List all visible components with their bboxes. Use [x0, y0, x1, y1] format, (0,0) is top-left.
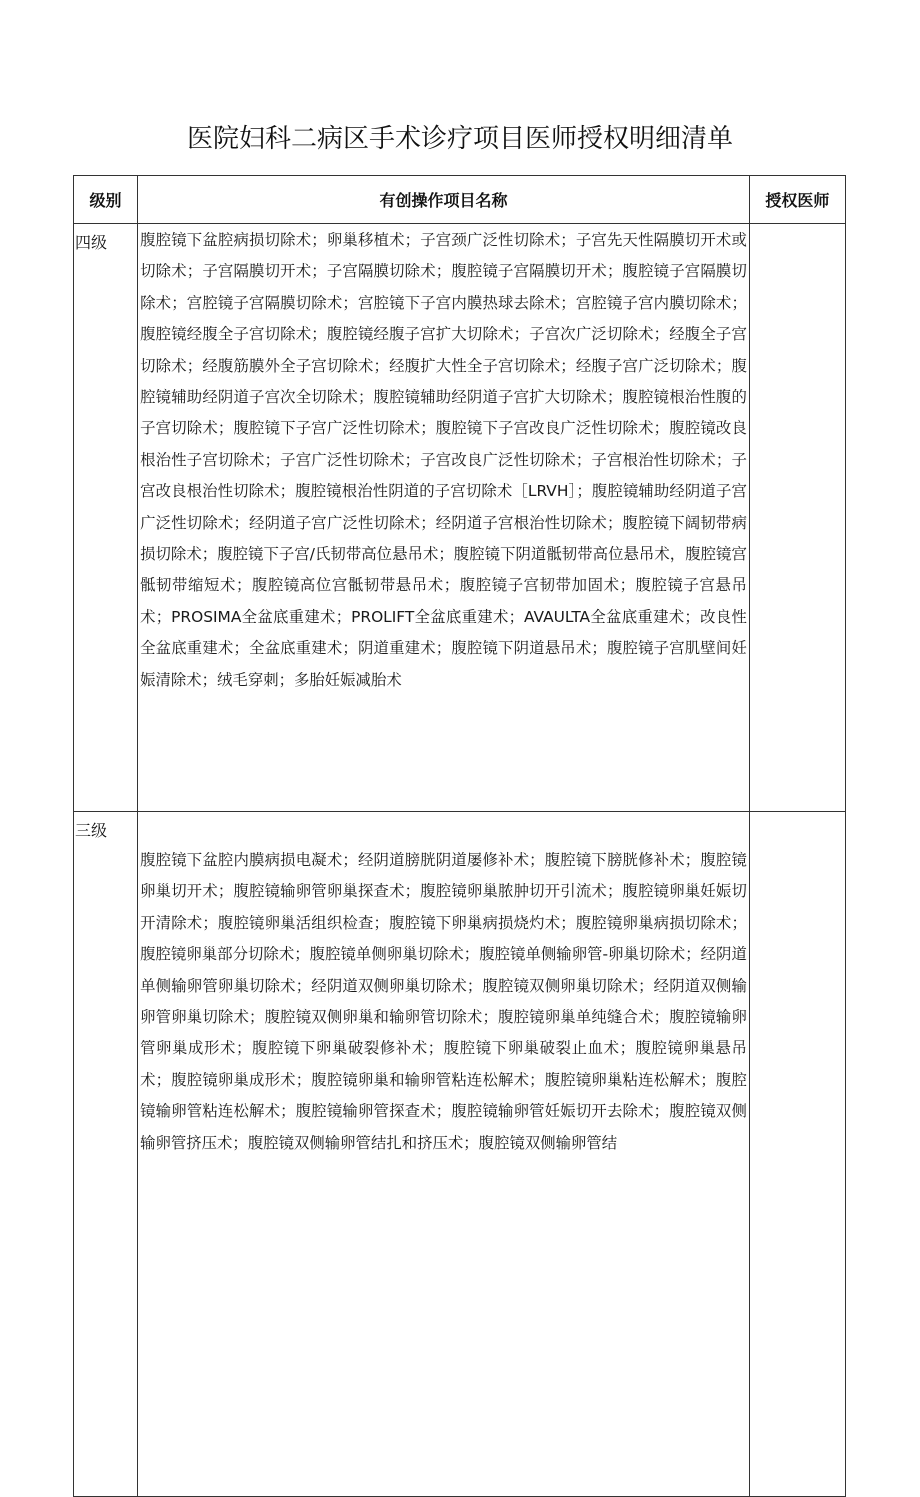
header-level: 级别	[74, 176, 138, 224]
procedure-list-text: 腹腔镜下盆腔病损切除术；卵巢移植术；子宫颈广泛性切除术；子宫先天性隔膜切开术或切除术；子宫隔膜切开术；子宫隔膜切除术；腹腔镜子宫隔膜切开术；腹腔镜子宫隔膜切除术；宫腔镜子宫隔膜切除术；宫腔镜下子宫内膜热球去除术；宫腔镜子宫内膜切除术；腹腔镜经腹全子宫切除术；腹腔镜经腹子宫扩大切除术；子宫次广泛切除术；经腹全子宫切除术；经腹筋膜外全子宫切除术；经腹扩大性全子宫切除术；经腹子宫广泛切除术；腹腔镜辅助经阴道子宫次全切除术；腹腔镜辅助经阴道子宫扩大切除术；腹腔镜根治性腹的子宫切除术；腹腔镜下子宫广泛性切除术；腹腔镜下子宫改良广泛性切除术；腹腔镜改良根治性子宫切除术；子宫广泛性切除术；子宫改良广泛性切除术；子宫根治性切除术；子宫改良根治性切除术；腹腔镜根治性阴道的子宫切除术［LRVH］；腹腔镜辅助经阴道子宫广泛性切除术；经阴道子宫广泛性切除术；经阴道子宫根治性切除术；腹腔镜下阔韧带病损切除术；腹腔镜下子宫/氏韧带高位悬吊术；腹腔镜下阴道骶韧带高位悬吊术，腹腔镜宫骶韧带缩短术；腹腔镜高位宫骶韧带悬吊术；腹腔镜子宫韧带加固术；腹腔镜子宫悬吊术；PROSIMA全盆底重建术；PROLIFT全盆底重建术；AVAULTA全盆底重建术；改良性全盆底重建术；全盆底重建术；阴道重建术；腹腔镜下阴道悬吊术；腹腔镜子宫肌壁间妊娠清除术；绒毛穿刺；多胎妊娠减胎术	[140, 231, 747, 689]
procedure-list-text: 腹腔镜下盆腔内膜病损电凝术；经阴道膀胱阴道屡修补术；腹腔镜下膀胱修补术；腹腔镜卵巢切开术；腹腔镜输卵管卵巢探查术；腹腔镜卵巢脓肿切开引流术；腹腔镜卵巢妊娠切开清除术；腹腔镜卵巢活组织检查；腹腔镜下卵巢病损烧灼术；腹腔镜卵巢病损切除术；腹腔镜卵巢部分切除术；腹腔镜单侧卵巢切除术；腹腔镜单侧输卵管-卵巢切除术；经阴道单侧输卵管卵巢切除术；经阴道双侧卵巢切除术；腹腔镜双侧卵巢切除术；经阴道双侧输卵管卵巢切除术；腹腔镜双侧卵巢和输卵管切除术；腹腔镜卵巢单纯缝合术；腹腔镜输卵管卵巢成形术；腹腔镜下卵巢破裂修补术；腹腔镜下卵巢破裂止血术；腹腔镜卵巢悬吊术；腹腔镜卵巢成形术；腹腔镜卵巢和输卵管粘连松解术；腹腔镜卵巢粘连松解术；腹腔镜输卵管粘连松解术；腹腔镜输卵管探查术；腹腔镜输卵管妊娠切开去除术；腹腔镜双侧输卵管挤压术；腹腔镜双侧输卵管结扎和挤压术；腹腔镜双侧输卵管结	[140, 851, 747, 1152]
table-header-row	[74, 176, 846, 224]
doctor-cell	[749, 224, 845, 812]
procedure-cell	[138, 812, 750, 1497]
page-title: 医院妇科二病区手术诊疗项目医师授权明细清单	[186, 124, 733, 154]
header-authorized-doctor: 授权医师	[749, 176, 845, 224]
doctor-cell	[749, 812, 845, 1497]
header-procedure-name: 有创操作项目名称	[138, 176, 750, 224]
level-cell: 三级	[74, 812, 138, 1497]
procedure-cell	[138, 224, 750, 812]
level-cell: 四级	[74, 224, 138, 812]
table-row	[74, 224, 846, 812]
table-row	[74, 812, 846, 1497]
authorization-table	[73, 175, 846, 1497]
